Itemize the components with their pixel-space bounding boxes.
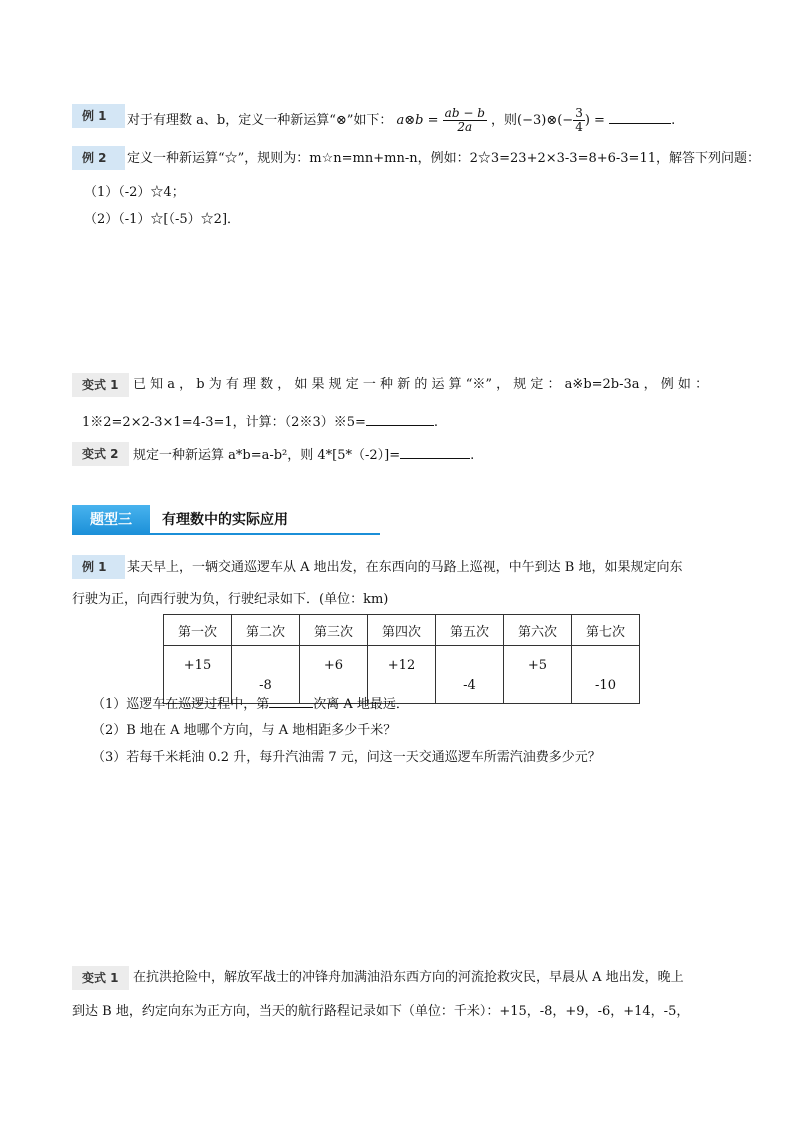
table-cell: -4	[436, 646, 504, 704]
variant-3-line-1: 在抗洪抢险中，解放军战士的冲锋舟加满油沿东西方向的河流抢救灾民，早晨从 A 地出发，晚上	[133, 970, 684, 985]
example-3-question-1	[92, 695, 409, 714]
fraction-numerator: 3	[575, 106, 583, 120]
section-title: 有理数中的实际应用	[162, 512, 288, 528]
example-1-statement	[127, 107, 675, 134]
example-3-tag: 例 1	[72, 555, 125, 579]
variant-2-text: 规定一种新运算 a*b=a-b²，则 4*[5*（-2）]=	[133, 448, 401, 463]
variant-2-end: .	[470, 448, 475, 463]
table-cell: +6	[300, 646, 368, 704]
table-cell: +5	[504, 646, 572, 704]
answer-blank[interactable]	[400, 446, 470, 459]
example-1-tail: ) =	[584, 113, 605, 128]
answer-blank[interactable]	[609, 111, 671, 124]
table-cell: +12	[368, 646, 436, 704]
variant-1-line-2-text: 1※2=2×2-3×1=4-3=1，计算：（2※3）※5=	[82, 415, 366, 430]
example-3-q1-start: （1）巡逻车在巡逻过程中，第	[92, 697, 270, 712]
example-1-quarter-fraction	[573, 107, 585, 134]
table-cell: -8	[232, 646, 300, 704]
table-header-row	[164, 615, 640, 646]
table-header-cell: 第二次	[232, 615, 300, 646]
table-cell: +15	[164, 646, 232, 704]
example-2-tag: 例 2	[72, 146, 125, 170]
table-header-cell: 第五次	[436, 615, 504, 646]
table-header-cell: 第三次	[300, 615, 368, 646]
example-3-question-2: （2）B 地在 A 地哪个方向，与 A 地相距多少千米？	[92, 723, 397, 738]
variant-1-line-1: 已 知 a ， b 为 有 理 数 ， 如 果 规 定 一 种 新 的 运 算 “※” ， 规 定 ： a※b=2b-3a ， 例 如 ：	[133, 377, 709, 392]
example-1-fraction	[443, 107, 487, 134]
fraction-numerator: ab − b	[444, 106, 485, 120]
example-3-line-1: 某天早上，一辆交通巡逻车从 A 地出发，在东西向的马路上巡视，中午到达 B 地，如果规定向东	[127, 560, 683, 575]
example-3-question-3: （3）若每千米耗油 0.2 升，每升汽油需 7 元，问这一天交通巡逻车所需汽油费多少元？	[92, 750, 601, 765]
example-1-end: .	[671, 113, 676, 128]
answer-blank[interactable]	[366, 413, 434, 426]
travel-record-table	[163, 614, 640, 704]
variant-3-line-2: 到达 B 地，约定向东为正方向，当天的航行路程记录如下（单位：千米）：+15，-8，+9，-6，+14，-5，	[72, 1004, 690, 1019]
example-2-statement: 定义一种新运算“☆”，规则为：m☆n=mn+mn-n，例如：2☆3=23+2×3-3=8+6-3=11，解答下列问题：	[127, 151, 760, 166]
fraction-denominator: 2a	[457, 120, 473, 134]
variant-1-end: .	[433, 415, 439, 430]
table-header-cell: 第四次	[368, 615, 436, 646]
fraction-denominator: 4	[575, 120, 583, 134]
table-header-cell: 第七次	[572, 615, 640, 646]
section-header	[72, 505, 380, 535]
example-1-tag: 例 1	[72, 104, 125, 128]
example-3-q1-end: 次离 A 地最远．	[313, 697, 409, 712]
example-2-question-1: （1）（-2）☆4；	[84, 185, 185, 200]
table-header-cell: 第六次	[504, 615, 572, 646]
table-cell: -10	[572, 646, 640, 704]
variant-2-statement	[133, 446, 474, 465]
example-2-question-2: （2）（-1）☆[（-5）☆2]．	[84, 212, 241, 227]
table-header-cell: 第一次	[164, 615, 232, 646]
section-underline	[150, 533, 380, 535]
variant-1-tag: 变式 1	[72, 373, 129, 397]
answer-blank[interactable]	[269, 695, 313, 708]
variant-3-tag: 变式 1	[72, 966, 129, 990]
section-label: 题型三	[72, 505, 150, 535]
example-1-mid: ，则(−3)⊗(−	[491, 113, 574, 128]
variant-1-line-2	[82, 413, 438, 432]
variant-2-tag: 变式 2	[72, 442, 129, 466]
example-1-formula-lhs: a⊗b =	[396, 113, 439, 128]
example-3-line-2: 行驶为正，向西行驶为负，行驶纪录如下．(单位：km)	[72, 592, 389, 607]
example-1-text: 对于有理数 a、b，定义一种新运算“⊗”如下：	[127, 113, 393, 128]
